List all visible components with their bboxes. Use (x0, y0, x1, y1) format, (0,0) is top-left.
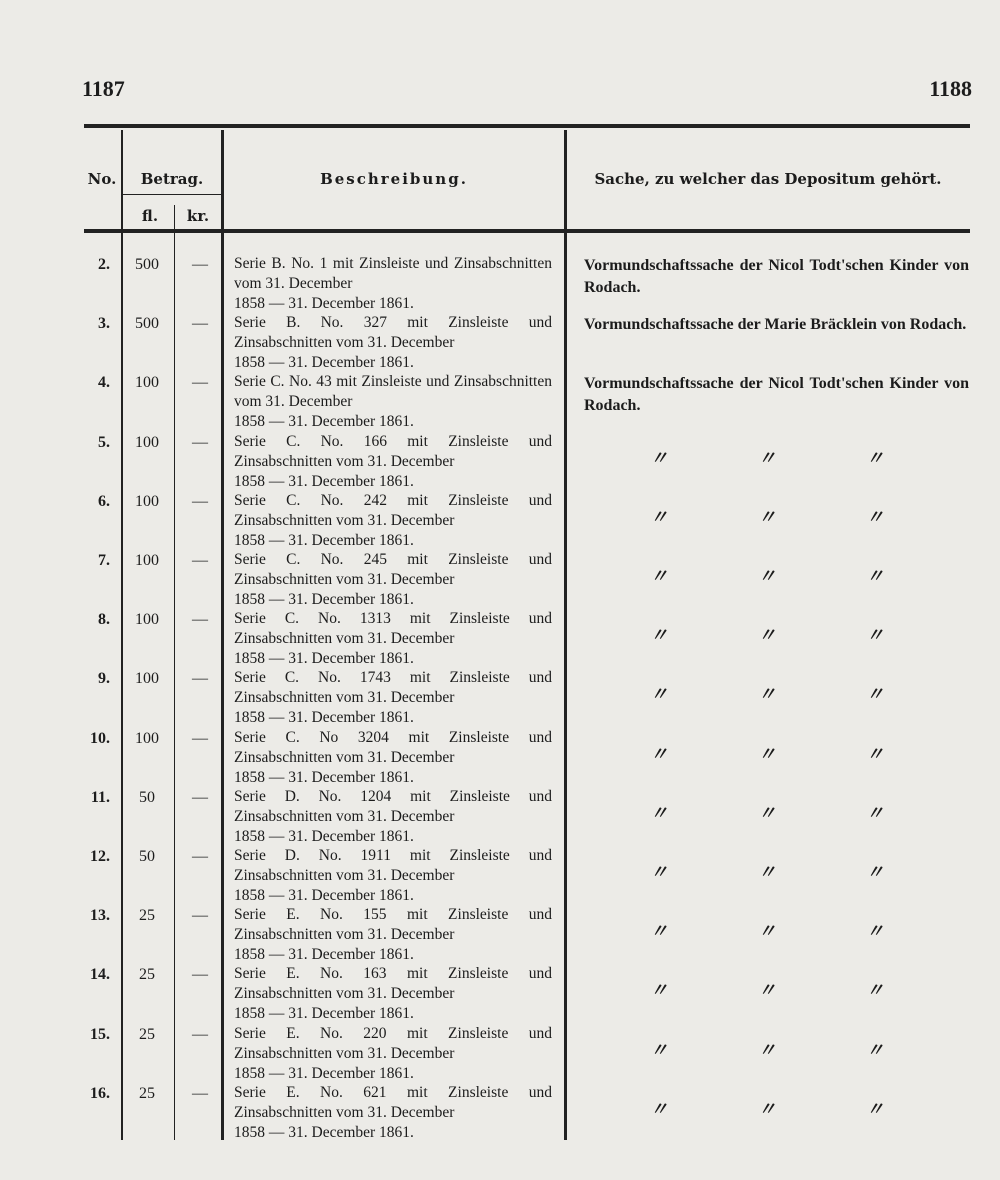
ditto-mark: 〃 (758, 448, 776, 469)
description (234, 668, 552, 728)
ditto-mark: 〃 (650, 921, 668, 942)
row-number: 3. (98, 315, 110, 332)
ditto-mark: 〃 (650, 507, 668, 528)
ditto-mark: 〃 (758, 625, 776, 646)
description (234, 372, 552, 432)
amount-kr: — (192, 1085, 208, 1102)
amount-fl: 25 (139, 966, 155, 983)
description-text: Serie D. No. 1911 mit Zinsleiste und Zinsabschnitten vom 31. December (234, 847, 552, 884)
description-date-range: 1858 — 31. December 1861. (234, 1005, 414, 1022)
description-date-range: 1858 — 31. December 1861. (234, 828, 414, 845)
amount-kr: — (192, 966, 208, 983)
description-text: Serie E. No. 621 mit Zinsleiste und Zinsabschnitten vom 31. December (234, 1084, 552, 1121)
ditto-mark: 〃 (758, 1099, 776, 1120)
amount-fl: 100 (135, 493, 159, 510)
description (234, 254, 552, 314)
description (234, 964, 552, 1024)
description-date-range: 1858 — 31. December 1861. (234, 650, 414, 667)
description-date-range: 1858 — 31. December 1861. (234, 887, 414, 904)
ditto-mark: 〃 (758, 980, 776, 1001)
description (234, 550, 552, 610)
description-date-range: 1858 — 31. December 1861. (234, 295, 414, 312)
description (234, 491, 552, 551)
ditto-mark: 〃 (866, 507, 884, 528)
ditto-mark: 〃 (866, 625, 884, 646)
description-text: Serie C. No. 245 mit Zinsleiste und Zinsabschnitten vom 31. December (234, 551, 552, 588)
ditto-mark: 〃 (866, 1040, 884, 1061)
description-text: Serie C. No 3204 mit Zinsleiste und Zinsabschnitten vom 31. December (234, 729, 552, 766)
description (234, 609, 552, 669)
ditto-mark: 〃 (650, 744, 668, 765)
row-number: 15. (90, 1026, 110, 1043)
ditto-mark: 〃 (650, 980, 668, 1001)
description-text: Serie B. No. 327 mit Zinsleiste und Zinsabschnitten vom 31. December (234, 314, 552, 351)
description-text: Serie C. No. 43 mit Zinsleiste und Zinsabschnitten vom 31. December (234, 373, 552, 410)
ditto-mark: 〃 (650, 1099, 668, 1120)
amount-kr: — (192, 789, 208, 806)
table-top-rule (84, 124, 970, 128)
description-text: Serie B. No. 1 mit Zinsleiste und Zinsabschnitten vom 31. December (234, 255, 552, 292)
row-number: 4. (98, 374, 110, 391)
amount-fl: 100 (135, 730, 159, 747)
description-date-range: 1858 — 31. December 1861. (234, 1065, 414, 1082)
row-number: 12. (90, 848, 110, 865)
amount-fl: 100 (135, 552, 159, 569)
column-rule-no (121, 130, 123, 1140)
ditto-mark: 〃 (866, 448, 884, 469)
description-date-range: 1858 — 31. December 1861. (234, 591, 414, 608)
ditto-mark: 〃 (866, 1099, 884, 1120)
description (234, 905, 552, 965)
header-kr: kr. (186, 207, 210, 225)
page-number-right: 1188 (929, 76, 972, 101)
header-betrag: Betrag. (140, 170, 204, 188)
depositum-sache: Vormundschaftssache der Nicol Todt'schen Kinder von Rodach. (584, 375, 969, 414)
ditto-mark: 〃 (866, 684, 884, 705)
depositum-sache: Vormundschaftssache der Marie Bräcklein von Rodach. (584, 316, 967, 333)
amount-kr: — (192, 256, 208, 273)
amount-fl: 25 (139, 907, 155, 924)
header-fl: fl. (141, 207, 159, 225)
description (234, 787, 552, 847)
ditto-mark: 〃 (866, 744, 884, 765)
amount-kr: — (192, 848, 208, 865)
amount-fl: 50 (139, 848, 155, 865)
header-beschreibung: Beschreibung. (320, 170, 468, 188)
ditto-mark: 〃 (758, 744, 776, 765)
ditto-mark: 〃 (650, 1040, 668, 1061)
row-number: 2. (98, 256, 110, 273)
description (234, 728, 552, 788)
description (234, 846, 552, 906)
ditto-mark: 〃 (866, 921, 884, 942)
ditto-mark: 〃 (650, 803, 668, 824)
ditto-mark: 〃 (866, 803, 884, 824)
amount-fl: 25 (139, 1026, 155, 1043)
amount-kr: — (192, 552, 208, 569)
row-number: 5. (98, 434, 110, 451)
betrag-sub-rule (123, 194, 221, 195)
header-sache: Sache, zu welcher das Depositum gehört. (594, 170, 942, 188)
ditto-mark: 〃 (650, 862, 668, 883)
depositum-sache: Vormundschaftssache der Nicol Todt'schen Kinder von Rodach. (584, 257, 969, 296)
amount-kr: — (192, 907, 208, 924)
ditto-mark: 〃 (758, 507, 776, 528)
header-bottom-rule (84, 229, 970, 233)
amount-fl: 100 (135, 670, 159, 687)
description-date-range: 1858 — 31. December 1861. (234, 473, 414, 490)
ditto-mark: 〃 (650, 448, 668, 469)
ditto-mark: 〃 (758, 803, 776, 824)
amount-kr: — (192, 670, 208, 687)
ditto-mark: 〃 (866, 566, 884, 587)
description (234, 1024, 552, 1084)
ditto-mark: 〃 (650, 566, 668, 587)
ditto-mark: 〃 (866, 980, 884, 1001)
ditto-mark: 〃 (758, 862, 776, 883)
amount-fl: 500 (135, 315, 159, 332)
description-date-range: 1858 — 31. December 1861. (234, 946, 414, 963)
row-number: 14. (90, 966, 110, 983)
description-text: Serie E. No. 163 mit Zinsleiste und Zinsabschnitten vom 31. December (234, 965, 552, 1002)
row-number: 10. (90, 730, 110, 747)
description (234, 313, 552, 373)
amount-kr: — (192, 374, 208, 391)
header-no: No. (87, 170, 117, 188)
amount-fl: 100 (135, 611, 159, 628)
description-text: Serie C. No. 242 mit Zinsleiste und Zinsabschnitten vom 31. December (234, 492, 552, 529)
row-number: 7. (98, 552, 110, 569)
description-date-range: 1858 — 31. December 1861. (234, 1124, 414, 1141)
amount-fl: 100 (135, 374, 159, 391)
ditto-mark: 〃 (758, 684, 776, 705)
ditto-mark: 〃 (650, 625, 668, 646)
amount-kr: — (192, 434, 208, 451)
description (234, 1083, 552, 1143)
ditto-mark: 〃 (758, 566, 776, 587)
amount-kr: — (192, 730, 208, 747)
amount-fl: 500 (135, 256, 159, 273)
description-text: Serie E. No. 220 mit Zinsleiste und Zinsabschnitten vom 31. December (234, 1025, 552, 1062)
ditto-mark: 〃 (866, 862, 884, 883)
row-number: 16. (90, 1085, 110, 1102)
row-number: 11. (90, 789, 110, 806)
column-rule-fl-kr (174, 205, 175, 1140)
amount-kr: — (192, 1026, 208, 1043)
description-date-range: 1858 — 31. December 1861. (234, 532, 414, 549)
amount-kr: — (192, 611, 208, 628)
ditto-mark: 〃 (758, 921, 776, 942)
description-date-range: 1858 — 31. December 1861. (234, 354, 414, 371)
amount-kr: — (192, 493, 208, 510)
description-text: Serie E. No. 155 mit Zinsleiste und Zinsabschnitten vom 31. December (234, 906, 552, 943)
amount-kr: — (192, 315, 208, 332)
ditto-mark: 〃 (650, 684, 668, 705)
description-date-range: 1858 — 31. December 1861. (234, 413, 414, 430)
description-date-range: 1858 — 31. December 1861. (234, 769, 414, 786)
description-text: Serie C. No. 166 mit Zinsleiste und Zinsabschnitten vom 31. December (234, 433, 552, 470)
page-number-left: 1187 (82, 76, 125, 101)
column-rule-betrag (221, 130, 224, 1140)
row-number: 8. (98, 611, 110, 628)
row-number: 13. (90, 907, 110, 924)
amount-fl: 25 (139, 1085, 155, 1102)
description (234, 432, 552, 492)
description-text: Serie C. No. 1313 mit Zinsleiste und Zinsabschnitten vom 31. December (234, 610, 552, 647)
description-text: Serie D. No. 1204 mit Zinsleiste und Zinsabschnitten vom 31. December (234, 788, 552, 825)
description-text: Serie C. No. 1743 mit Zinsleiste und Zinsabschnitten vom 31. December (234, 669, 552, 706)
amount-fl: 50 (139, 789, 155, 806)
ditto-mark: 〃 (758, 1040, 776, 1061)
column-rule-beschreibung (564, 130, 567, 1140)
amount-fl: 100 (135, 434, 159, 451)
row-number: 6. (98, 493, 110, 510)
description-date-range: 1858 — 31. December 1861. (234, 709, 414, 726)
row-number: 9. (98, 670, 110, 687)
